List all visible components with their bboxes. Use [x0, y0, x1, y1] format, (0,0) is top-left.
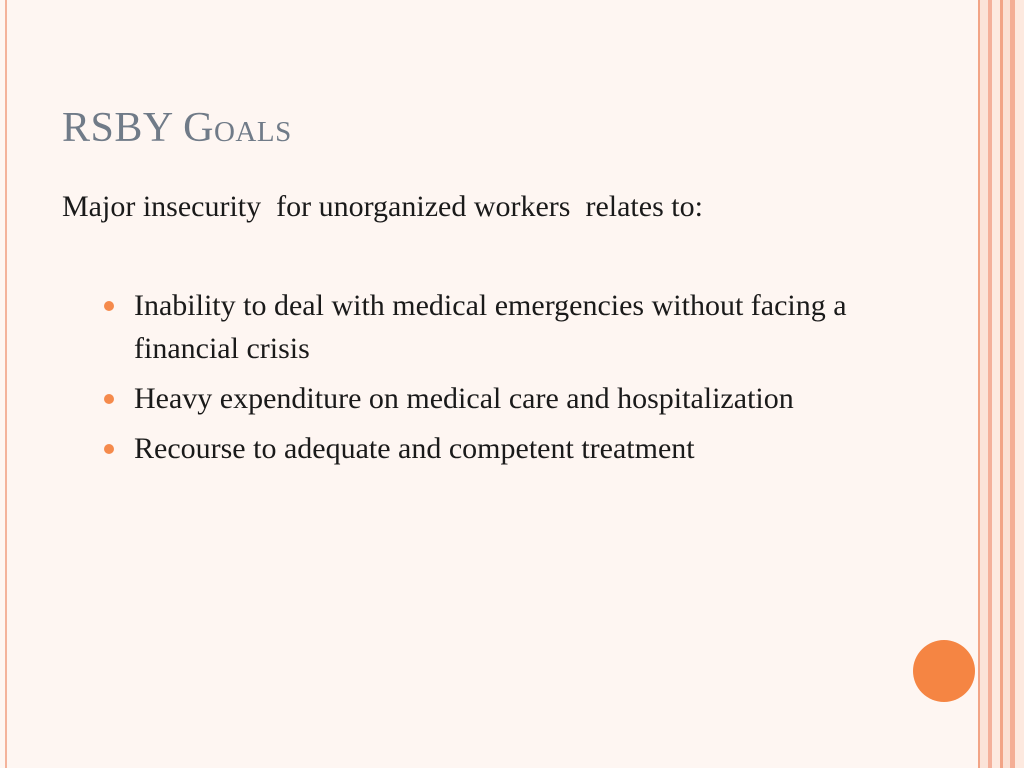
bullet-item [104, 284, 864, 370]
bullet-text: Inability to deal with medical emergencies without facing a financial crisis [134, 289, 847, 365]
slide-title: RSBY Goals [62, 105, 292, 151]
bullet-text: Recourse to adequate and competent treatment [134, 432, 695, 465]
bullet-dot-icon [104, 394, 114, 404]
slide-intro-text: Major insecurity for unorganized workers relates to: [62, 190, 703, 223]
bullet-item [104, 377, 864, 420]
bullet-text: Heavy expenditure on medical care and hospitalization [134, 382, 794, 415]
bullet-dot-icon [104, 444, 114, 454]
left-border-line [5, 0, 7, 768]
bullet-item [104, 427, 864, 470]
bullet-dot-icon [104, 301, 114, 311]
bullet-list [104, 284, 864, 477]
orange-circle-icon [913, 640, 975, 702]
right-stripe-decoration [978, 0, 1024, 768]
